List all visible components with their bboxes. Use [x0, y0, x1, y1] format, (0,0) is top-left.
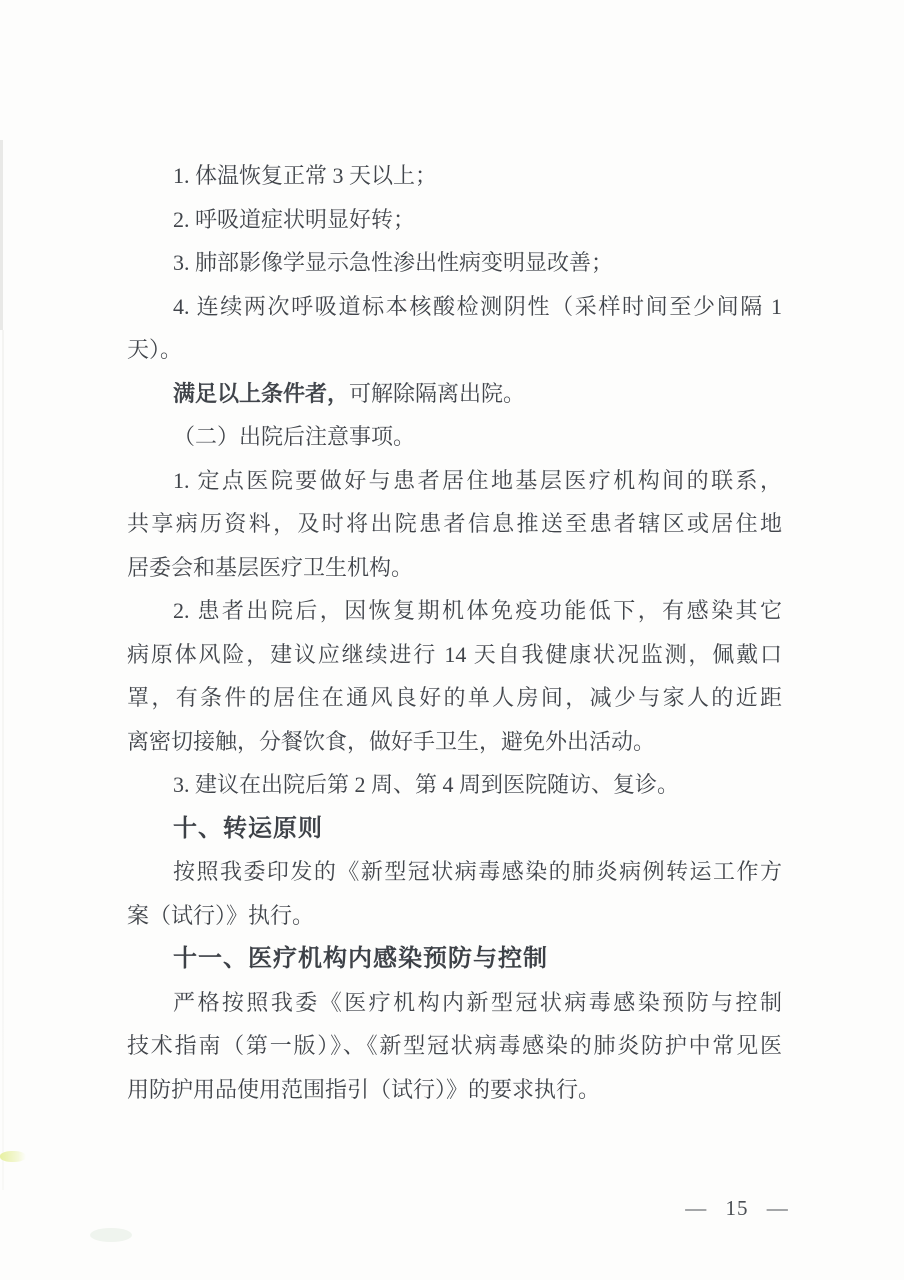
section-heading-transfer-principles: 十、转运原则	[173, 814, 323, 842]
scan-artifact-edge-line	[2, 330, 4, 1190]
text-line-note-2-wrap-1: 病原体风险，建议应继续进行 14 天自我健康状况监测，佩戴口	[127, 641, 782, 667]
text-line-discharge-criterion-1: 1. 体温恢复正常 3 天以上；	[173, 163, 438, 188]
text-line-transfer-body: 按照我委印发的《新型冠状病毒感染的肺炎病例转运工作方	[173, 859, 782, 884]
text-line-release-statement	[127, 372, 782, 416]
scan-artifact-edge-shadow	[0, 140, 3, 330]
text-line-discharge-criterion-4: 4. 连续两次呼吸道标本核酸检测阴性（采样时间至少间隔 1	[173, 293, 782, 319]
line-rest-text: 可解除隔离出院。	[349, 380, 526, 406]
section-heading-infection-control: 十一、医疗机构内感染预防与控制	[173, 945, 548, 972]
text-line-note-3: 3. 建议在出院后第 2 周、第 4 周到医院随访、复诊。	[173, 772, 680, 797]
text-line-discharge-criterion-2: 2. 呼吸道症状明显好转；	[173, 206, 416, 232]
text-line-note-2-wrap-2: 罩，有条件的居住在通风良好的单人房间，减少与家人的近距	[127, 685, 782, 710]
page-number: — 15 —	[685, 1196, 789, 1220]
scan-artifact-smudge	[90, 1228, 132, 1242]
bold-lead-text: 满足以上条件者，	[173, 380, 350, 406]
text-line-note-2-wrap-3: 离密切接触，分餐饮食，做好手卫生，避免外出活动。	[127, 728, 656, 754]
text-line-infection-body-wrap-2: 用防护用品使用范围指引（试行）》的要求执行。	[127, 1076, 601, 1102]
text-line-discharge-criterion-3: 3. 肺部影像学显示急性渗出性病变明显改善；	[173, 250, 614, 275]
text-line-subsection-post-discharge: （二）出院后注意事项。	[173, 424, 416, 449]
text-line-infection-body: 严格按照我委《医疗机构内新型冠状病毒感染预防与控制	[173, 989, 782, 1015]
text-line-note-2: 2. 患者出院后，因恢复期机体免疫功能低下，有感染其它	[173, 598, 782, 623]
text-line-note-1: 1. 定点医院要做好与患者居住地基层医疗机构间的联系，	[173, 467, 782, 493]
scan-artifact-highlighter-mark	[0, 1151, 26, 1162]
text-line-note-1-wrap-2: 居委会和基层医疗卫生机构。	[127, 554, 414, 580]
text-line-transfer-body-wrap: 案（试行）》执行。	[127, 902, 315, 928]
text-line-criterion-4-wrap: 天）。	[127, 337, 183, 362]
text-line-infection-body-wrap-1: 技术指南（第一版）》、《新型冠状病毒感染的肺炎防护中常见医	[127, 1033, 782, 1058]
body-text	[127, 154, 782, 1111]
text-line-note-1-wrap-1: 共享病历资料，及时将出院患者信息推送至患者辖区或居住地	[127, 511, 782, 536]
